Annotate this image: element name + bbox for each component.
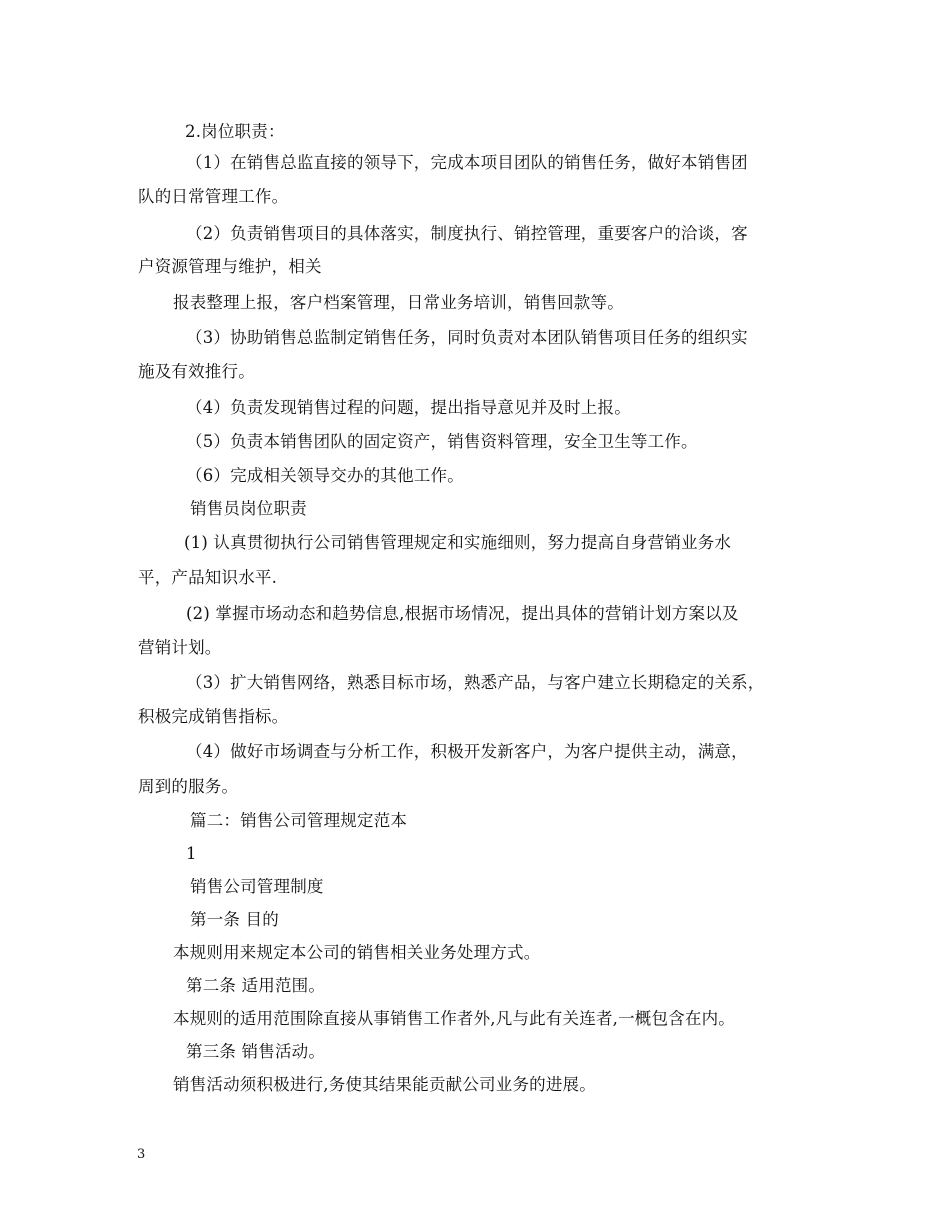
text-line: （1）在销售总监直接的领导下，完成本项目团队的销售任务，做好本销售团	[186, 153, 748, 172]
text-line: （4）做好市场调查与分析工作，积极开发新客户，为客户提供主动，满意，	[186, 742, 748, 761]
text-line: 施及有效推行。	[138, 362, 255, 381]
section-heading: 销售公司管理制度	[190, 877, 324, 896]
text-line: （5）负责本销售团队的固定资产，销售资料管理，安全卫生等工作。	[186, 432, 698, 451]
article-heading: 第一条 目的	[190, 910, 279, 929]
section-heading: 销售员岗位职责	[190, 499, 307, 518]
text-line: （3）协助销售总监制定销售任务，同时负责对本团队销售项目任务的组织实	[186, 328, 748, 347]
text-line: 本规则的适用范围除直接从事销售工作者外,凡与此有关连者,一概包含在内。	[173, 1009, 735, 1028]
text-line: 本规则用来规定本公司的销售相关业务处理方式。	[173, 943, 541, 962]
text-line: 平，产品知识水平.	[138, 568, 278, 587]
article-heading: 第三条 销售活动。	[186, 1042, 326, 1061]
text-line: 1	[186, 844, 197, 863]
text-line: 销售活动须积极进行,务使其结果能贡献公司业务的进展。	[173, 1075, 596, 1094]
text-line: 户资源管理与维护，相关	[138, 257, 322, 276]
text-line: 周到的服务。	[138, 777, 239, 796]
text-line: 队的日常管理工作。	[138, 187, 289, 206]
text-line: 2.岗位职责：	[185, 122, 285, 141]
text-line: （3）扩大销售网络，熟悉目标市场，熟悉产品，与客户建立长期稳定的关系，	[186, 673, 765, 692]
text-line: 营销计划。	[138, 638, 222, 657]
text-line: (2) 掌握市场动态和趋势信息,根据市场情况，提出具体的营销计划方案以及	[186, 604, 739, 623]
text-line: 积极完成销售指标。	[138, 707, 289, 726]
text-line: (1) 认真贯彻执行公司销售管理规定和实施细则，努力提高自身营销业务水	[184, 533, 732, 552]
section-heading: 篇二：销售公司管理规定范本	[190, 811, 408, 830]
text-line: （6）完成相关领导交办的其他工作。	[186, 466, 464, 485]
page-number: 3	[137, 1147, 146, 1162]
text-line: 报表整理上报，客户档案管理，日常业务培训，销售回款等。	[173, 293, 624, 312]
text-line: （2）负责销售项目的具体落实，制度执行、销控管理，重要客户的洽谈，客	[186, 224, 748, 243]
article-heading: 第二条 适用范围。	[186, 976, 326, 995]
text-line: （4）负责发现销售过程的问题，提出指导意见并及时上报。	[186, 398, 631, 417]
